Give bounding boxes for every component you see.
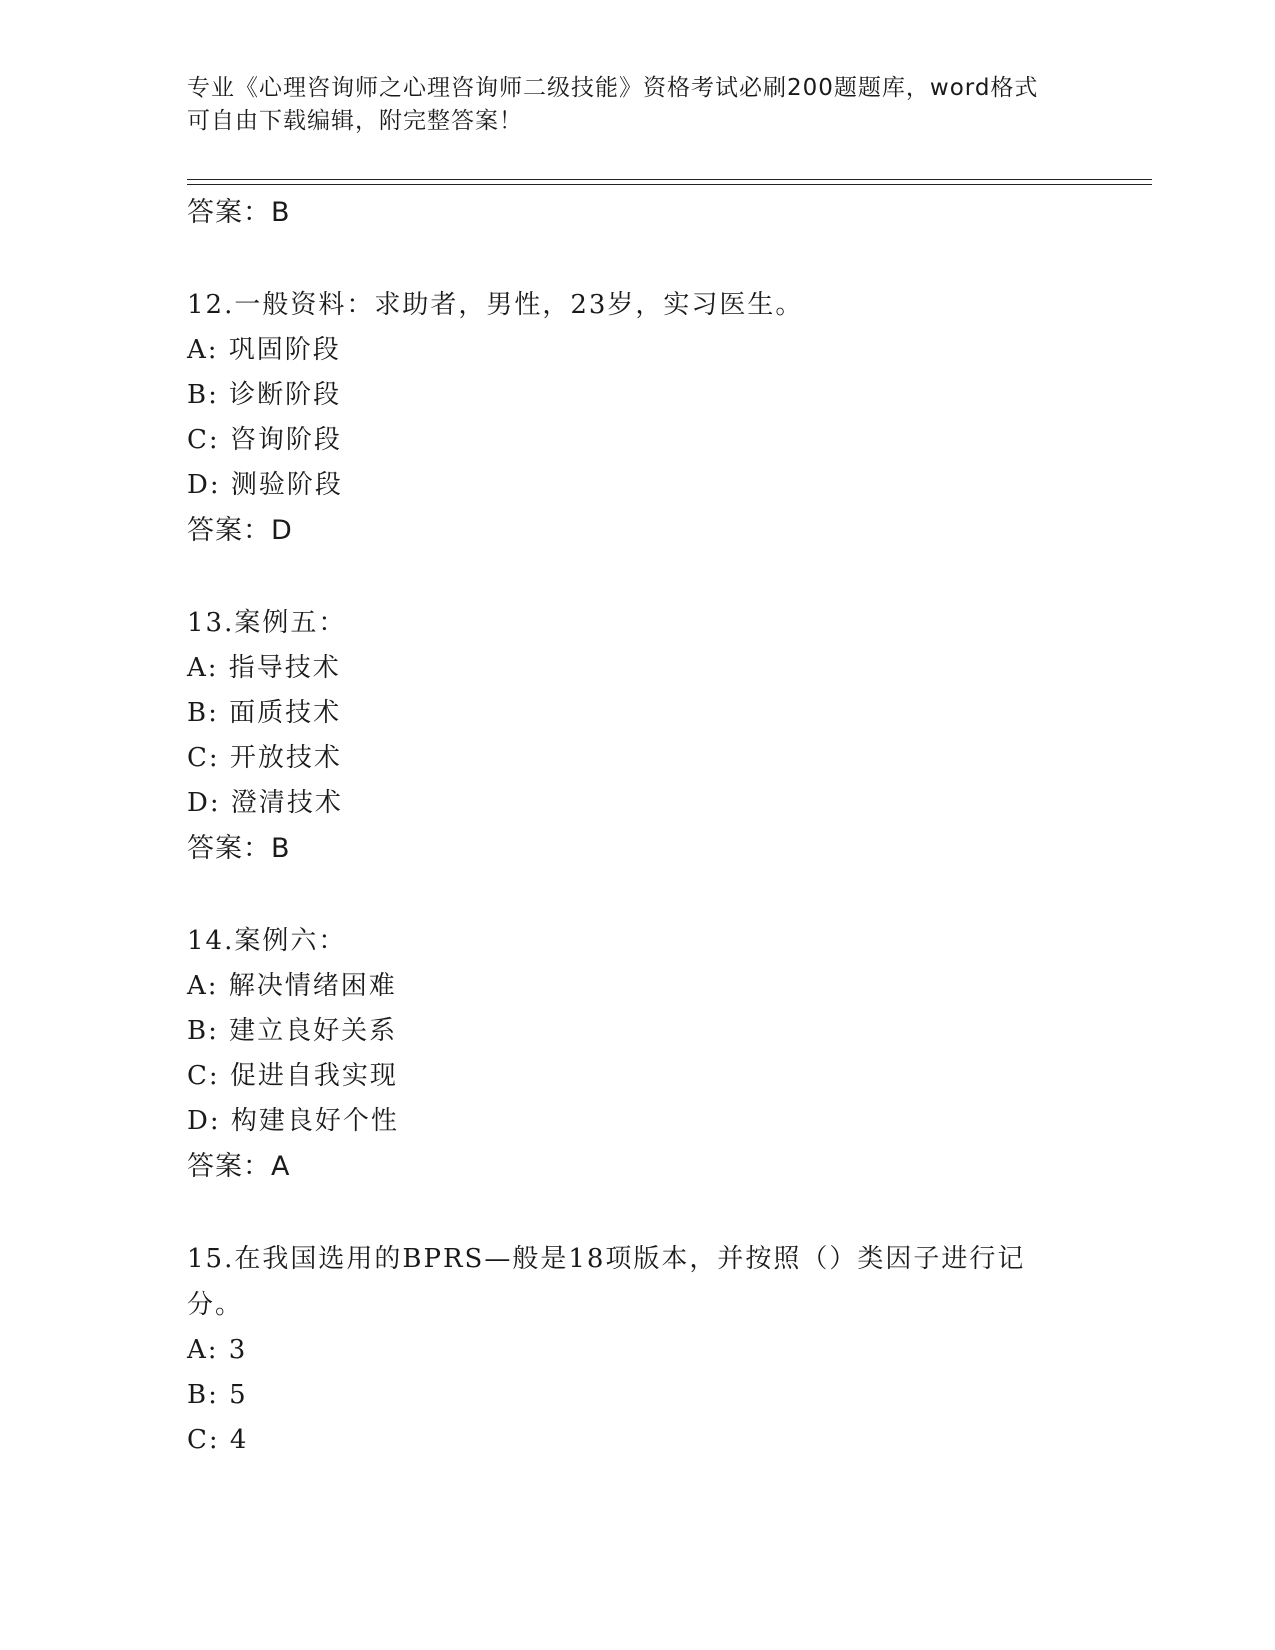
previous-answer: 答案：B: [187, 197, 291, 228]
question-stem: 14.案例六：: [187, 926, 347, 956]
option-b: B: 面质技术: [187, 698, 342, 728]
question-list: [187, 190, 1067, 1463]
header-divider-bottom: [187, 184, 1152, 185]
question-stem: 13.案例五：: [187, 608, 347, 638]
header-line-1: 专业《心理咨询师之心理咨询师二级技能》资格考试必刷200题题库，word格式: [187, 75, 1039, 101]
answer: 答案：A: [187, 1151, 291, 1182]
option-c: C: 促进自我实现: [187, 1061, 398, 1091]
option-c: C: 咨询阶段: [187, 425, 342, 455]
answer: 答案：D: [187, 515, 293, 546]
option-b: B: 建立良好关系: [187, 1016, 398, 1046]
option-b: B: 诊断阶段: [187, 380, 342, 410]
option-b: B: 5: [187, 1380, 248, 1410]
option-d: D: 构建良好个性: [187, 1106, 399, 1136]
option-d: D: 澄清技术: [187, 788, 343, 818]
document-header: [187, 72, 1067, 138]
option-a: A: 巩固阶段: [187, 335, 341, 365]
option-a: A: 指导技术: [187, 653, 341, 683]
option-c: C: 开放技术: [187, 743, 342, 773]
question-stem: 12.一般资料：求助者，男性，23岁，实习医生。: [187, 290, 804, 320]
question-15: [187, 1236, 1067, 1463]
option-a: A: 解决情绪困难: [187, 971, 397, 1001]
header-divider-top: [187, 179, 1152, 180]
option-a: A: 3: [187, 1335, 248, 1365]
option-d: D: 测验阶段: [187, 470, 343, 500]
question-stem: 15.在我国选用的BPRS—般是18项版本，并按照（）类因子进行记分。: [187, 1244, 1026, 1320]
answer: 答案：B: [187, 833, 291, 864]
question-12: [187, 282, 1067, 554]
question-13: [187, 600, 1067, 872]
option-c: C: 4: [187, 1425, 249, 1455]
header-line-2: 可自由下载编辑，附完整答案！: [187, 108, 523, 134]
question-14: [187, 918, 1067, 1190]
